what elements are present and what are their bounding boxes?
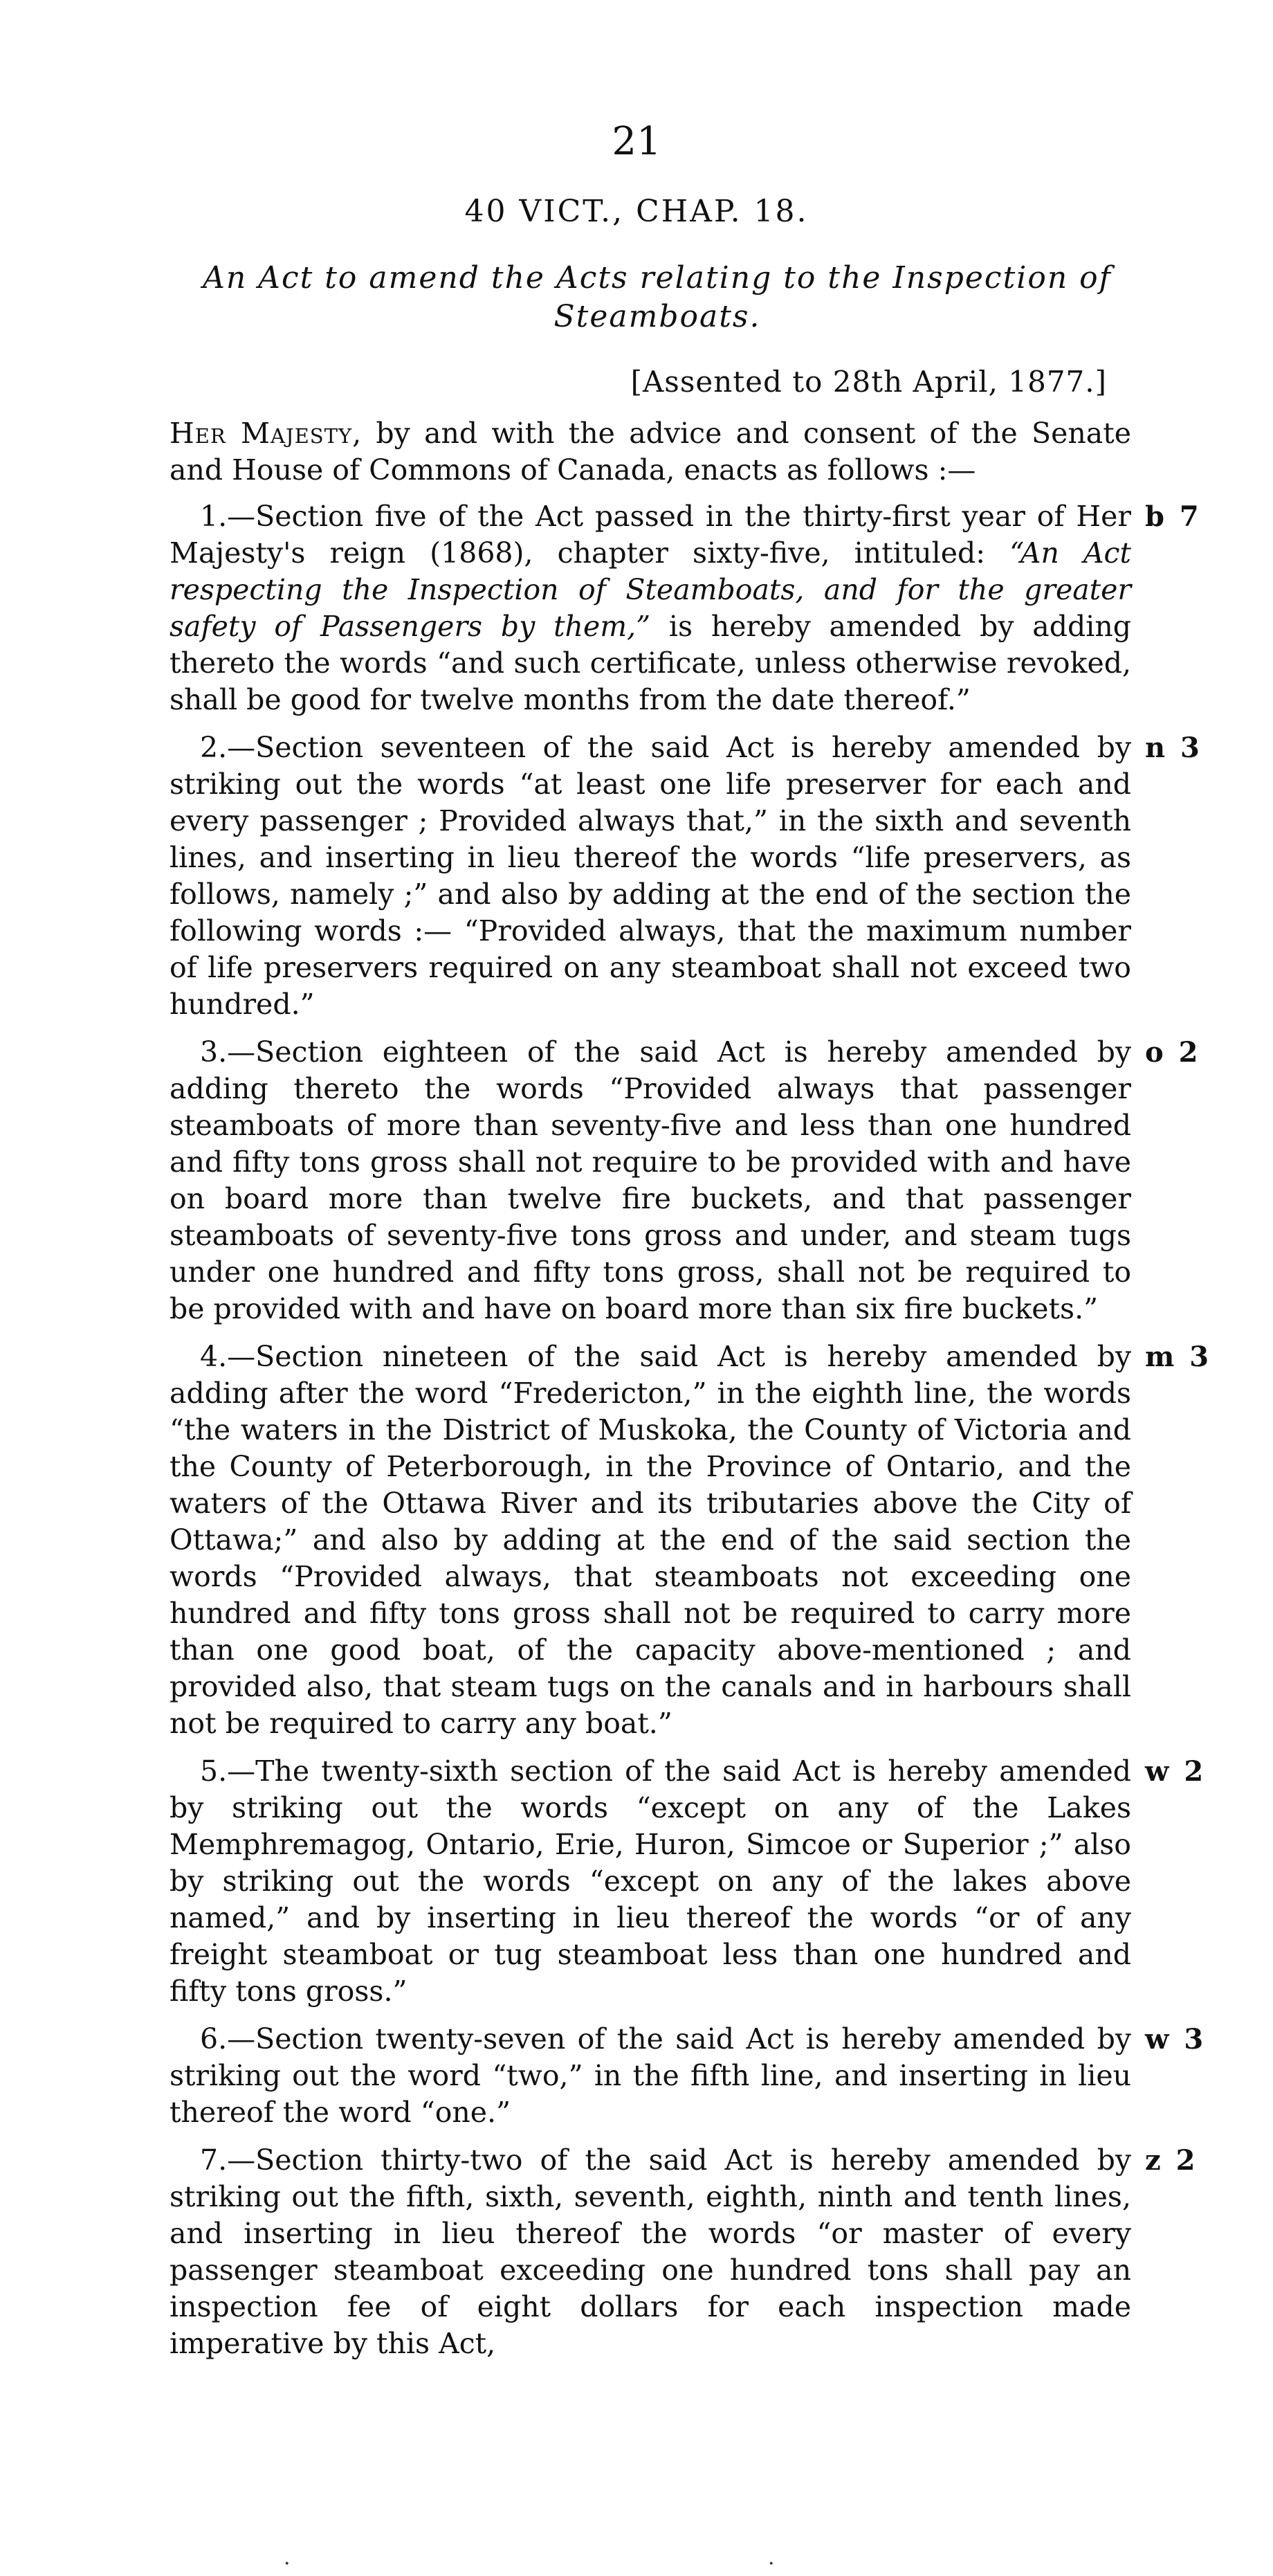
section-2-margin-note: n 3 — [1145, 732, 1202, 764]
act-title: An Act to amend the Acts relating to the Inspection of Steamboats. — [203, 260, 1112, 334]
section-5-text: 5.—The twenty-sixth section of the said Act is hereby amended by striking out the words “except on any of the Lakes Memphremagog, Ontario, Erie, Huron, Simcoe or Superior ;” also by striking out the words “except on any of the lakes above named,” and by inserting in lieu thereof the words “or of any freight steamboat or tug steamboat less than one hundred and fifty tons gross.” — [170, 1754, 1131, 2008]
act-body — [170, 415, 1212, 2373]
section-2-text: 2.—Section seventeen of the said Act is hereby amended by striking out the words “at least one life preserver for each and every passenger ; Provided always that,” in the sixth and seventh lines, and inserting in lieu thereof the words “life preservers, as follows, namely ;” and also by adding at the end of the section the following words :— “Provided always, that the maximum number of life preservers required on any steamboat shall not exceed two hundred.” — [170, 731, 1131, 1021]
section-6-margin-note: w 3 — [1145, 2023, 1207, 2056]
assent-date: [Assented to 28th April, 1877.] — [630, 365, 1107, 399]
print-speck: · — [284, 2552, 291, 2576]
section-4-margin-note: m 3 — [1145, 1341, 1212, 1373]
section-3-margin-note: o 2 — [1145, 1036, 1201, 1069]
section-1-text-post: is hereby amended by adding thereto the words “and such certificate, unless otherwise revoked, shall be good for twelve months from the date thereof.” — [170, 610, 1131, 716]
section-1-act-title: “An Act respecting the Inspection of Steamboats, and for the greater safety of Passengers by them,” — [170, 536, 1131, 643]
section-5 — [170, 1753, 1207, 2010]
section-5-margin-note: w 2 — [1145, 1755, 1207, 1788]
page-number: 21 — [612, 119, 661, 164]
section-6 — [170, 2021, 1207, 2131]
enacting-clause — [170, 415, 1131, 489]
print-speck: · — [768, 2552, 775, 2576]
enacting-clause-lead: Her Majesty, — [170, 417, 363, 450]
section-7-margin-note: z 2 — [1145, 2144, 1198, 2177]
enacting-clause-text: by and with the advice and consent of the Senate and House of Commons of Canada, enacts as follows :— — [170, 417, 1131, 487]
section-4 — [170, 1339, 1212, 1742]
section-1 — [170, 498, 1202, 718]
section-1-text-pre: 1.—Section five of the Act passed in the thirty-first year of Her Majesty's reign (1868), chapter sixty-five, intituled: — [170, 500, 1131, 570]
section-3-text: 3.—Section eighteen of the said Act is hereby amended by adding thereto the words “Provided always that passenger steamboats of more than seventy-five and less than one hundred and fifty tons gross shall not require to be provided with and have on board more than twelve fire buckets, and that passenger steamboats of seventy-five tons gross and under, and steam tugs under one hundred and fifty tons gross, shall not be required to be provided with and have on board more than six fire buckets.” — [170, 1035, 1131, 1325]
section-1-margin-note: b 7 — [1145, 500, 1202, 533]
section-7-text: 7.—Section thirty-two of the said Act is hereby amended by striking out the fifth, sixth, seventh, eighth, ninth and tenth lines, and inserting in lieu thereof the words “or master of every passenger steamboat exceeding one hundred tons shall pay an inspection fee of eight dollars for each inspection made imperative by this Act, — [170, 2143, 1131, 2360]
section-3 — [170, 1034, 1201, 1327]
section-6-text: 6.—Section twenty-seven of the said Act is hereby amended by striking out the word “two,” in the fifth line, and inserting in lieu thereof the word “one.” — [170, 2022, 1131, 2129]
section-2 — [170, 729, 1202, 1023]
section-7 — [170, 2142, 1198, 2362]
chapter-heading: 40 VICT., CHAP. 18. — [464, 194, 809, 229]
section-4-text: 4.—Section nineteen of the said Act is hereby amended by adding after the word “Fredericton,” in the eighth line, the words “the waters in the District of Muskoka, the County of Victoria and the County of Peterborough, in the Province of Ontario, and the waters of the Ottawa River and its tributaries above the City of Ottawa;” and also by adding at the end of the said section the words “Provided always, that steamboats not exceeding one hundred and fifty tons gross shall not be required to carry more than one good boat, of the capacity above-mentioned ; and provided also, that steam tugs on the canals and in harbours shall not be required to carry any boat.” — [170, 1340, 1131, 1740]
